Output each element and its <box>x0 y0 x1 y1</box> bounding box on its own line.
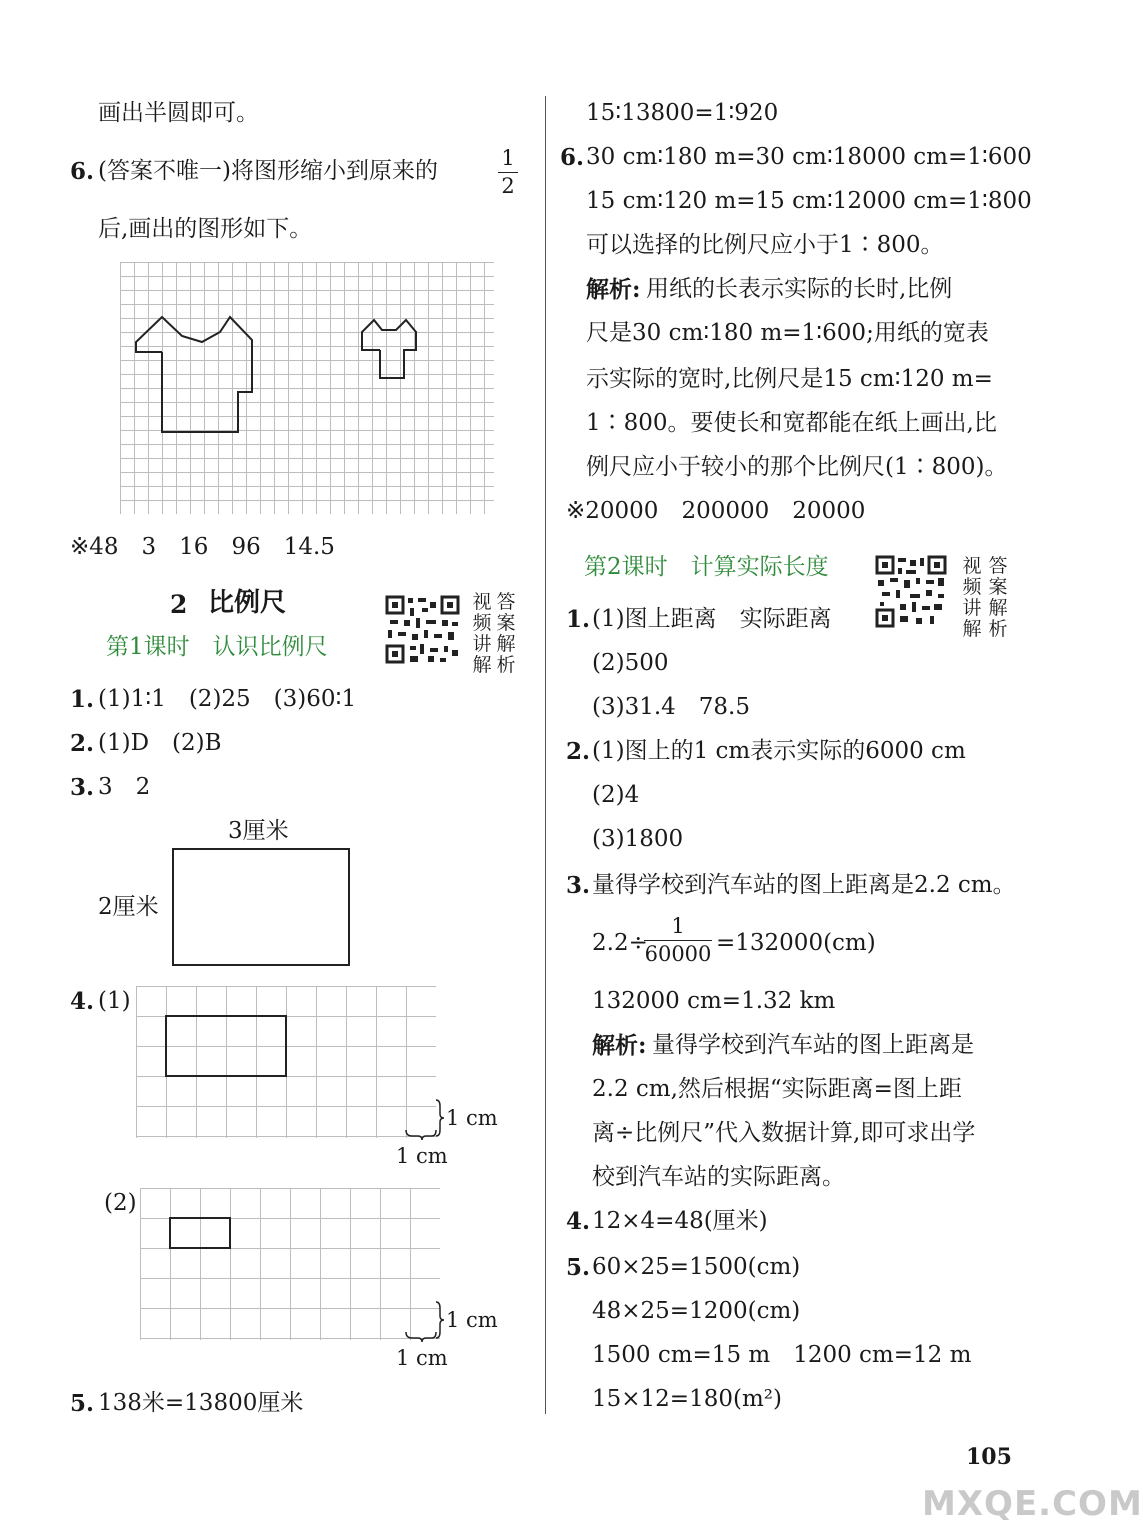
ratio-line-continued: 15∶13800=1∶920 <box>586 100 779 126</box>
right-b3-number: 3. <box>566 872 591 899</box>
right-answer-6-line3: 可以选择的比例尺应小于1∶800。 <box>586 232 944 258</box>
analysis-6-line4: 1∶800。要使长和宽都能在纸上画出,比 <box>586 410 997 436</box>
bonus-answers-2: ※20000 200000 20000 <box>566 498 866 524</box>
answer-1-number: 1. <box>70 686 95 713</box>
fraction-numerator: 1 <box>671 914 685 938</box>
right-b5-line3: 1500 cm=15 m 1200 cm=12 m <box>592 1342 972 1368</box>
section-title: 比例尺 <box>208 588 287 618</box>
right-b5-line1: 60×25=1500(cm) <box>592 1254 801 1280</box>
answer-4-part2-label: (2) <box>104 1190 137 1216</box>
shirt-grid-figure <box>120 262 494 514</box>
answer-3-number: 3. <box>70 774 95 801</box>
answer-4-part1-label: (1) <box>98 988 131 1014</box>
small-shirt-outline <box>362 320 416 378</box>
rectangle-width-label: 3厘米 <box>228 818 289 844</box>
answer-5: 138米=13800厘米 <box>98 1390 304 1416</box>
analysis-3-line4: 校到汽车站的实际距离。 <box>592 1164 845 1190</box>
unit-bracket-1 <box>404 1098 444 1144</box>
right-b4-number: 4. <box>566 1208 591 1235</box>
right-b1-line3: (3)31.4 78.5 <box>592 694 751 720</box>
unit-label-vertical-2: 1 cm <box>446 1308 498 1332</box>
unit-label-horizontal-1: 1 cm <box>396 1144 448 1168</box>
right-b2-line1: (1)图上的1 cm表示实际的6000 cm <box>592 738 966 764</box>
analysis-6-line2: 尺是30 cm∶180 m=1∶600;用纸的宽表 <box>586 320 989 346</box>
right-b3-line1: 量得学校到汽车站的图上距离是2.2 cm。 <box>592 872 1016 898</box>
right-answer-6-number: 6. <box>560 144 585 171</box>
lesson-1-heading: 第1课时 认识比例尺 <box>106 634 328 660</box>
question-6-number: 6. <box>70 158 95 185</box>
analysis-label-2: 解析: <box>592 1032 647 1059</box>
right-b5-number: 5. <box>566 1254 591 1281</box>
unit-label-vertical-1: 1 cm <box>446 1106 498 1130</box>
right-b2-number: 2. <box>566 738 591 765</box>
right-answer-6-line2: 15 cm∶120 m=15 cm∶12000 cm=1∶800 <box>586 188 1032 214</box>
unit-bracket-2 <box>404 1300 444 1346</box>
right-answer-6-line1: 30 cm∶180 m=30 cm∶18000 cm=1∶600 <box>586 144 1032 170</box>
fraction-denominator: 60000 <box>644 942 712 966</box>
rectangle-3x2 <box>172 848 350 966</box>
fraction-denominator: 2 <box>501 174 515 198</box>
analysis-6-line1: 用纸的长表示实际的长时,比例 <box>646 276 953 302</box>
right-b1-line1: (1)图上距离 实际距离 <box>592 606 832 632</box>
answer-2-number: 2. <box>70 730 95 757</box>
question-6-text: (答案不唯一)将图形缩小到原来的 <box>98 158 438 184</box>
answer-2: (1)D (2)B <box>98 730 222 756</box>
unit-label-horizontal-2: 1 cm <box>396 1346 448 1370</box>
section-number: 2 <box>170 590 188 619</box>
analysis-label-1: 解析: <box>586 276 641 303</box>
rectangle-height-label: 2厘米 <box>98 894 159 920</box>
answer-4-number: 4. <box>70 988 95 1015</box>
watermark-logo: MXQE.COM <box>922 1484 1143 1524</box>
right-b2-line2: (2)4 <box>592 782 640 808</box>
right-b3-formula-result: =132000(cm) <box>716 930 876 956</box>
column-divider <box>545 96 546 1414</box>
answer-line-semicircle: 画出半圆即可。 <box>98 100 259 126</box>
question-6-text-2: 后,画出的图形如下。 <box>98 216 313 242</box>
analysis-3-line2: 2.2 cm,然后根据“实际距离=图上距 <box>592 1076 962 1102</box>
right-b1-number: 1. <box>566 606 591 633</box>
analysis-3-line1: 量得学校到汽车站的图上距离是 <box>652 1032 974 1058</box>
right-b5-line2: 48×25=1200(cm) <box>592 1298 801 1324</box>
fraction-one-over-60000 <box>644 916 712 965</box>
right-b5-line4: 15×12=180(m²) <box>592 1386 782 1412</box>
bonus-answers-1: ※48 3 16 96 14.5 <box>70 534 335 560</box>
answer-3: 3 2 <box>98 774 151 800</box>
lesson-2-heading: 第2课时 计算实际长度 <box>584 554 829 580</box>
page-number: 105 <box>966 1444 1012 1470</box>
right-b2-line3: (3)1800 <box>592 826 684 852</box>
fraction-numerator: 1 <box>501 146 515 170</box>
fraction-one-half <box>498 148 518 197</box>
analysis-6-line3: 示实际的宽时,比例尺是15 cm∶120 m= <box>586 366 993 392</box>
qr-label-col2: 答案解析 <box>496 591 516 676</box>
qr-code-2[interactable] <box>874 554 948 630</box>
grid-4-2 <box>140 1188 440 1340</box>
answer-5-number: 5. <box>70 1390 95 1417</box>
qr-code-1[interactable] <box>384 594 462 666</box>
grid-4-1 <box>136 986 438 1138</box>
qr-label-col1: 视频讲解 <box>472 591 492 676</box>
analysis-3-line3: 离÷比例尺”代入数据计算,即可求出学 <box>592 1120 976 1146</box>
answer-1: (1)1∶1 (2)25 (3)60∶1 <box>98 686 357 712</box>
qr2-label-col2: 答案解析 <box>988 555 1008 640</box>
right-b3-line3: 132000 cm=1.32 km <box>592 988 836 1014</box>
right-b4: 12×4=48(厘米) <box>592 1208 768 1234</box>
right-b1-line2: (2)500 <box>592 650 669 676</box>
qr2-label-col1: 视频讲解 <box>962 555 982 640</box>
analysis-6-line5: 例尺应小于较小的那个比例尺(1∶800)。 <box>586 454 1008 480</box>
right-b3-formula-prefix: 2.2÷ <box>592 930 648 956</box>
